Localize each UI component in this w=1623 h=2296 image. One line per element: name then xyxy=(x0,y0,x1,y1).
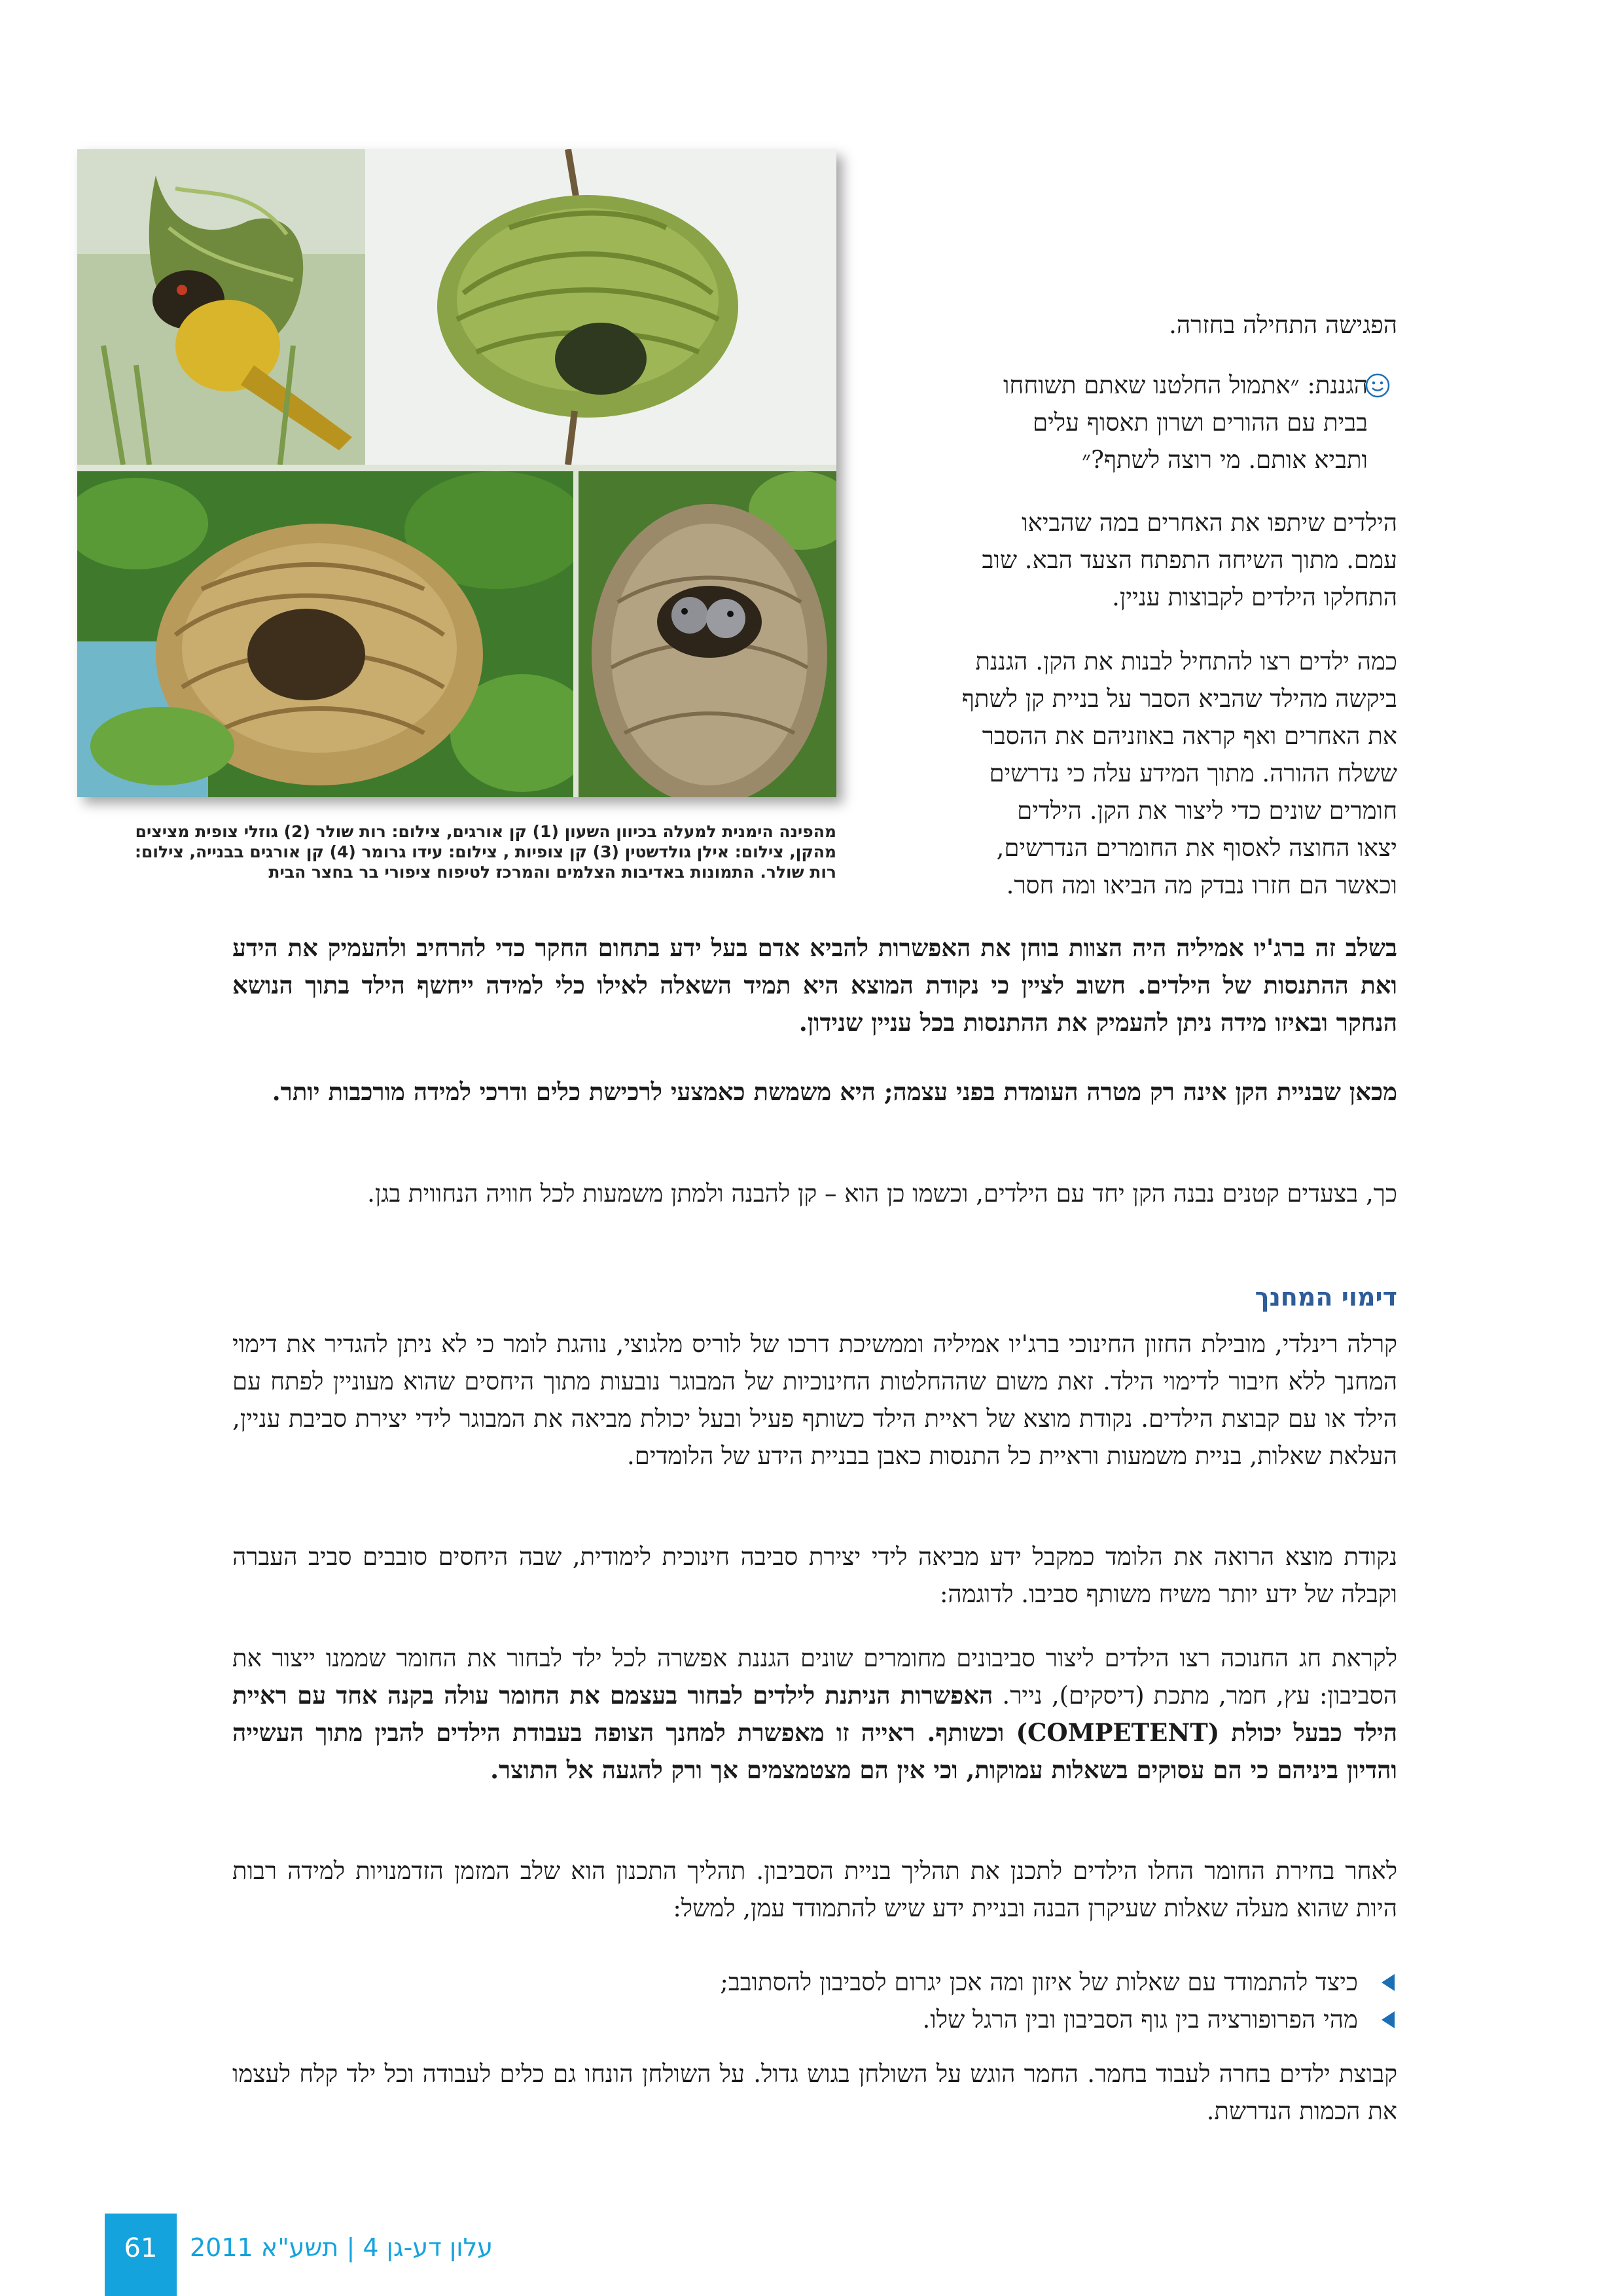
caption-line: רות שולר. התמונות באדיבות הצלמים והמרכז לטיפוח ציפורי בר בחצר הבית xyxy=(268,863,836,882)
learner-viewpoint-paragraph xyxy=(232,1538,1397,1613)
photo-caption xyxy=(77,821,836,882)
caption-line: מהפינה הימנית למעלה בכיוון השעון (1) קן אורגים, צילום: רות שולר (2) גוזלי צופית מציצים xyxy=(135,822,836,841)
paragraph-text: בשלב זה ברג'יו אמיליה היה הצוות בוחן את האפשרות להביא אדם בעל ידע בתחום החקר כדי להרחיב ולהעמיק את הידע ואת ההתנסות של הילדים. חשוב לציין כי נקודת המוצא היא תמיד השאלה לאילו כלי למידה ייחשף הילד בתוך הנושא הנחקר ובאיזו מידה ניתן להעמיק את ההתנסות בכל עניין שנידון. xyxy=(232,933,1397,1037)
list-item-text: מהי הפרופורציה בין גוף הסביבון ובין הרגל שלו. xyxy=(922,2005,1358,2034)
nest-photo-collage xyxy=(77,149,836,797)
hanukkah-dreidel-paragraph xyxy=(232,1640,1397,1789)
section-heading: דימוי המחנך xyxy=(1255,1283,1397,1312)
clay-group-paragraph xyxy=(232,2055,1397,2130)
intro-paragraph xyxy=(874,306,1397,344)
triangle-bullet-icon xyxy=(1382,1974,1395,1991)
quote-line: ותביא אותם. מי רוצה לשתף?״ xyxy=(1082,446,1368,474)
paragraph-line: יצאו החוצה לאסוף את החומרים הנדרשים, xyxy=(996,834,1397,862)
paragraph-bold-part: האפשרות הניתנת לילדים לבחור בעצמם את החומר עולה בקנה אחד עם ראיית הילד כבעל יכולת (COMPETENT) וכשותף. ראייה זו מאפשרת למחנך הצופה בעבודת הילדים להבין מתוך העשייה והדיון ביניהם כי הם עסוקים בשאלות עמוקות, וכי אין הם מצטמצמים אך ורק להגעה אל התוצר. xyxy=(232,1681,1398,1784)
photo-chicks-peeking-from-nest xyxy=(579,471,836,797)
reggio-stage-paragraph xyxy=(232,929,1397,1041)
paragraph-line: כמה ילדים רצו להתחיל לבנות את הקן. הגננת xyxy=(975,647,1397,675)
paragraph-line: את האחרים ואף קראה באוזניהם את ההסבר xyxy=(982,722,1397,750)
paragraph-text: נקודת מוצא הרואה את הלומד כמקבל ידע מביאה לידי יצירת סביבה חינוכית לימודית, שבה היחסים סובבים סביב העברה וקבלה של ידע יותר משיח משותף סביבו. לדוגמה: xyxy=(232,1543,1397,1608)
nest-as-tool-paragraph xyxy=(232,1073,1397,1111)
journal-footer: עלון דע-גן 4 | תשע"א 2011 xyxy=(190,2233,493,2262)
paragraph-line: התחלקו הילדים לקבוצות עניין. xyxy=(1112,583,1397,611)
carla-rinaldi-paragraph xyxy=(232,1325,1397,1475)
page-number: 61 xyxy=(124,2233,158,2263)
list-item-text: כיצד להתמודד עם שאלות של איזון ומה אכן יגרום לסביבון להסתובב; xyxy=(720,1968,1358,1996)
paragraph-line: עמם. מתוך השיחה התפתח הצעד הבא. שוב xyxy=(982,546,1397,574)
paragraph-text xyxy=(232,1640,1397,1789)
paragraph-line: וכאשר הם חזרו נבדק מה הביאו ומה חסר. xyxy=(1006,871,1397,899)
photo-sunbird-nest-in-leaves xyxy=(77,471,573,797)
smiley-icon xyxy=(1364,372,1391,399)
quote-line: בבית עם ההורים ושרון תאסוף עלים xyxy=(1033,408,1368,437)
caption-line: מהקן, צילום: אילן גולדשטין (3) קן צופיות , צילום: עידו גרומר (4) קן אורגים בבנייה, צילום: xyxy=(135,842,836,861)
list-item xyxy=(232,1964,1397,2001)
small-steps-paragraph xyxy=(232,1175,1397,1212)
paragraph-text: קרלה רינלדי, מובילת החזון החינוכי ברג'יו אמיליה וממשיכת דרכו של לוריס מלגוצי, נוהגת לומר כי לא ניתן להגדיר את דימוי המחנך ללא חיבור לדימוי הילד. זאת משום שההחלטות החינוכיות של המבוגר נובעות מתוך היחסים שהוא מעוניין לפתח עם הילד או עם קבוצת הילדים. נקודת מוצא של ראיית הילד כשותף פעיל ובעל יכולת מביאה את המבוגר לידי יצירת סביבת עניין, העלאת שאלות, בניית משמעות וראיית כל התנסות כאבן בבניית הידע של הלומדים. xyxy=(232,1330,1397,1470)
photo-weaver-nest-closeup xyxy=(365,149,836,465)
paragraph-line: ששלח ההורה. מתוך המידע עלה כי נדרשים xyxy=(989,759,1397,787)
intro-text: הפגישה התחילה בחזרה. xyxy=(1169,311,1397,339)
paragraph-text: קבוצת ילדים בחרה לעבוד בחמר. החמר הוגש על השולחן בגוש גדול. על השולחן הונחו גם כלים לעבודה וכל ילד קלח לעצמו את הכמות הנדרשת. xyxy=(232,2060,1397,2125)
photo-weaver-bird-building-nest xyxy=(77,149,365,465)
paragraph-plain-part: לקראת חג החנוכה רצו הילדים ליצור סביבונים מחומרים שונים הגננת אפשרה לכל ילד לבחור את החומר שממנו ייצור את הסביבון: עץ, חמר, מתכת (דיסקים), נייר. xyxy=(232,1644,1398,1710)
quote-line: הגננת: ״אתמול החלטנו שאתם תשוחחו xyxy=(1003,371,1368,399)
list-item xyxy=(232,2001,1397,2038)
teacher-quote xyxy=(890,367,1368,478)
triangle-bullet-icon xyxy=(1382,2011,1395,2028)
paragraph-text: לאחר בחירת החומר החלו הילדים לתכנן את תהליך בניית הסביבון. תהליך התכנון הוא שלב המזמן הזדמנויות למידה רבות היות שהוא מעלה שאלות שעיקרן הבנה ובניית ידע שיש להתמודד עמן, למשל: xyxy=(232,1857,1397,1922)
nest-building-paragraph xyxy=(874,643,1397,904)
paragraph-text: מכאן שבניית הקן אינה רק מטרה העומדת בפני עצמה; היא משמשת כאמצעי לרכישת כלים ודרכי למידה מורכבות יותר. xyxy=(272,1077,1397,1106)
children-shared-paragraph xyxy=(874,504,1397,616)
paragraph-line: חומרים שונים כדי ליצור את הקן. הילדים xyxy=(1017,797,1397,825)
question-bullet-list xyxy=(232,1964,1397,2038)
paragraph-text: כך, בצעדים קטנים נבנה הקן יחד עם הילדים, וכשמו כן הוא – קן להבנה ולמתן משמעות לכל חוויה הנחווית בגן. xyxy=(367,1179,1397,1208)
planning-process-paragraph xyxy=(232,1852,1397,1927)
paragraph-line: הילדים שיתפו את האחרים במה שהביאו xyxy=(1022,509,1397,537)
paragraph-line: ביקשה מהילד שהביא הסבר על בניית קן לשתף xyxy=(961,685,1397,713)
